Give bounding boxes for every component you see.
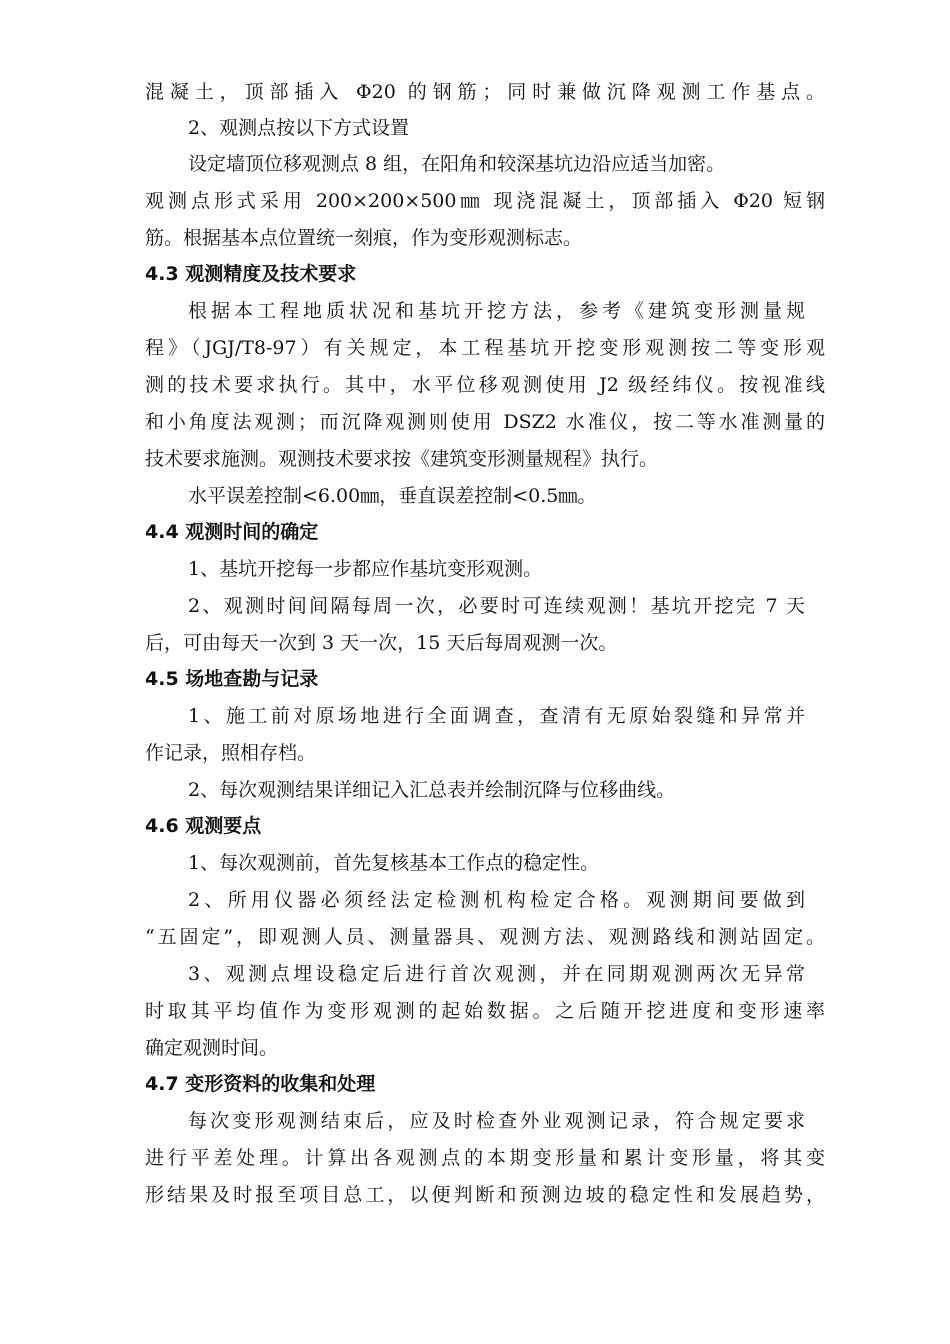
paragraph-line: 测的技术要求执行。其中，水平位移观测使用 J2 级经纬仪。按视准线 bbox=[145, 374, 825, 396]
paragraph-line: 和小角度法观测；而沉降观测则使用 DSZ2 水准仪，按二等水准测量的 bbox=[145, 411, 825, 433]
paragraph-line: 2、观测时间间隔每周一次，必要时可连续观测！基坑开挖完 7 天 bbox=[188, 595, 805, 617]
paragraph-line: 1、施工前对原场地进行全面调查，查清有无原始裂缝和异常并 bbox=[188, 705, 805, 727]
section-heading: 4.5 场地查勘与记录 bbox=[145, 668, 319, 690]
paragraph-line: 1、每次观测前，首先复核基本工作点的稳定性。 bbox=[188, 852, 600, 874]
paragraph-line: 技术要求施测。观测技术要求按《建筑变形测量规程》执行。 bbox=[145, 448, 659, 470]
paragraph-line: 进行平差处理。计算出各观测点的本期变形量和累计变形量，将其变 bbox=[145, 1147, 825, 1169]
paragraph-line: 确定观测时间。 bbox=[145, 1037, 279, 1059]
section-heading: 4.4 观测时间的确定 bbox=[145, 521, 319, 543]
paragraph-line: 1、基坑开挖每一步都应作基坑变形观测。 bbox=[188, 558, 543, 580]
paragraph-line: 时取其平均值作为变形观测的起始数据。之后随开挖进度和变形速率 bbox=[145, 1000, 825, 1022]
paragraph-line: 3、观测点埋设稳定后进行首次观测，并在同期观测两次无异常 bbox=[188, 963, 805, 985]
paragraph-line: 作记录，照相存档。 bbox=[145, 742, 317, 764]
section-heading: 4.7 变形资料的收集和处理 bbox=[145, 1073, 376, 1095]
paragraph-line: 设定墙顶位移观测点 8 组，在阳角和较深基坑边沿应适当加密。 bbox=[188, 153, 726, 175]
paragraph-line: 2、观测点按以下方式设置 bbox=[188, 117, 410, 139]
paragraph-line: 混凝土，顶部插入 Φ20 的钢筋；同时兼做沉降观测工作基点。 bbox=[145, 81, 825, 103]
paragraph-line: 观测点形式采用 200×200×500㎜ 现浇混凝土，顶部插入 Φ20 短钢 bbox=[145, 190, 825, 212]
paragraph-line: 2、所用仪器必须经法定检测机构检定合格。观测期间要做到 bbox=[188, 889, 805, 911]
paragraph-line: 水平误差控制<6.00㎜，垂直误差控制<0.5㎜。 bbox=[188, 485, 597, 507]
paragraph-line: 根据本工程地质状况和基坑开挖方法，参考《建筑变形测量规 bbox=[188, 300, 805, 322]
paragraph-line: 程》（JGJ/T8-97）有关规定，本工程基坑开挖变形观测按二等变形观 bbox=[145, 337, 825, 359]
section-heading: 4.6 观测要点 bbox=[145, 815, 262, 837]
section-heading: 4.3 观测精度及技术要求 bbox=[145, 263, 357, 285]
paragraph-line: 形结果及时报至项目总工，以便判断和预测边坡的稳定性和发展趋势， bbox=[145, 1184, 825, 1206]
paragraph-line: 每次变形观测结束后，应及时检查外业观测记录，符合规定要求 bbox=[188, 1110, 805, 1132]
paragraph-line: 后，可由每天一次到 3 天一次，15 天后每周观测一次。 bbox=[145, 632, 618, 654]
paragraph-line: “五固定”，即观测人员、测量器具、观测方法、观测路线和测站固定。 bbox=[145, 926, 825, 948]
paragraph-line: 2、每次观测结果详细记入汇总表并绘制沉降与位移曲线。 bbox=[188, 779, 676, 801]
paragraph-line: 筋。根据基本点位置统一刻痕，作为变形观测标志。 bbox=[145, 227, 583, 249]
